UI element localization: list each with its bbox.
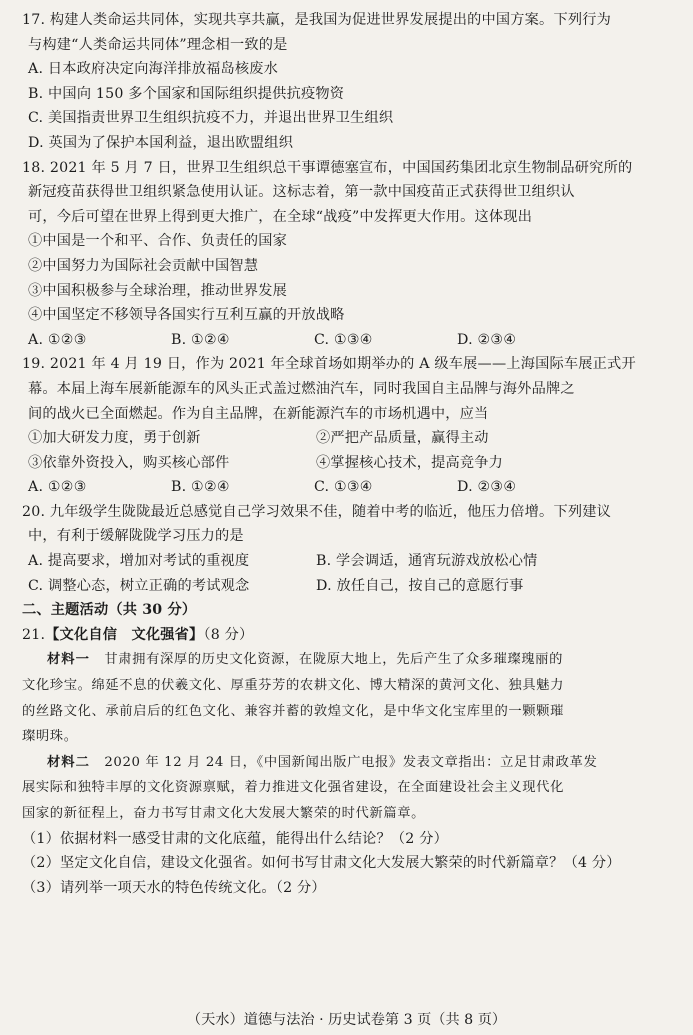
question-17: [22, 8, 675, 156]
material-1-line: 璨明珠。: [22, 729, 78, 745]
material-1-text: 甘肃拥有深厚的历史文化资源，在陇原大地上，先后产生了众多璀璨瑰丽的: [104, 652, 563, 668]
question-21: [22, 623, 675, 901]
q21-number: 21.: [22, 626, 46, 643]
q19-stem-line: 19. 2021 年 4 月 19 日，作为 2021 年全球首场如期举办的 A 级车展——上海国际车展正式开: [22, 356, 636, 373]
question-18: [22, 156, 675, 353]
q21-score: （8 分）: [203, 626, 254, 643]
q19-item-3: ③依靠外资投入，购买核心部件: [28, 454, 230, 471]
q19-choice-d: D. ②③④: [457, 479, 517, 496]
q17-stem-line: 17. 构建人类命运共同体，实现共享共赢，是我国为促进世界发展提出的中国方案。下列行为: [22, 12, 611, 28]
q19-item-4: ④掌握核心技术，提高竞争力: [316, 454, 504, 471]
q17-option-b: B. 中国向 150 多个国家和国际组织提供抗疫物资: [28, 85, 345, 102]
q20-option-a: A. 提高要求，增加对考试的重视度: [28, 553, 250, 570]
question-19: [22, 352, 675, 500]
q18-stem-line: 可，今后可望在世界上得到更大推广，在全球“战疫”中发挥更大作用。这体现出: [28, 208, 533, 225]
q19-choice-a: A. ①②③: [28, 479, 87, 496]
q19-choice-c: C. ①③④: [314, 479, 373, 496]
q17-option-d: D. 英国为了保护本国利益，退出欧盟组织: [28, 134, 294, 151]
q18-stem-line: 18. 2021 年 5 月 7 日，世界卫生组织总干事谭德塞宣布，中国国药集团北京生物制品研究所的: [22, 159, 633, 176]
q20-options-row: [22, 549, 675, 574]
q18-choice-a: A. ①②③: [28, 331, 87, 348]
question-20: [22, 500, 675, 598]
q17-option-a: A. 日本政府决定向海洋排放福岛核废水: [28, 61, 279, 78]
material-1-line: [22, 647, 675, 673]
q20-stem-line: 中，有利于缓解陇陇学习压力的是: [28, 528, 244, 545]
q18-stem-line: 新冠疫苗获得世卫组织紧急使用认证。这标志着，第一款中国疫苗正式获得世卫组织认: [28, 184, 575, 201]
q18-choice-c: C. ①③④: [314, 331, 373, 348]
material-2-text: 2020 年 12 月 24 日，《中国新闻出版广电报》发表文章指出：立足甘肃政革发: [104, 754, 598, 770]
material-1-tag: 材料一: [47, 652, 90, 668]
q20-options-row: [22, 574, 675, 599]
q21-subquestion-1: （1）依据材料一感受甘肃的文化底蕴，能得出什么结论？（2 分）: [22, 830, 449, 847]
material-2-line: [22, 750, 675, 776]
q18-item-2: ②中国努力为国际社会贡献中国智慧: [28, 257, 259, 274]
q19-stem-line: 间的战火已全面燃起。作为自主品牌，在新能源汽车的市场机遇中，应当: [28, 405, 489, 422]
q20-option-b: B. 学会调适，通宵玩游戏放松心情: [316, 553, 538, 570]
q18-item-1: ①中国是一个和平、合作、负责任的国家: [28, 233, 287, 250]
q20-stem-line: 20. 九年级学生陇陇最近总感觉自己学习效果不佳，随着中考的临近，他压力倍增。下列建议: [22, 503, 611, 520]
q21-subquestion-2: （2）坚定文化自信，建设文化强省。如何书写甘肃文化大发展大繁荣的时代新篇章？（4 分）: [22, 855, 621, 872]
q19-item-1: ①加大研发力度，勇于创新: [28, 430, 201, 447]
q18-item-3: ③中国积极参与全球治理，推动世界发展: [28, 282, 287, 299]
material-2-line: 展实际和独特丰厚的文化资源禀赋，着力推进文化强省建设，在全面建设社会主义现代化: [22, 780, 564, 796]
q19-stem-line: 幕。本届上海车展新能源车的风头正式盖过燃油汽车，同时我国自主品牌与海外品牌之: [28, 380, 575, 397]
q20-option-d: D. 放任自己，按自己的意愿行事: [316, 577, 524, 594]
q18-choice-b: B. ①②④: [171, 331, 230, 348]
page-footer: （天水）道德与法治 · 历史试卷第 3 页（共 8 页）: [186, 1012, 507, 1028]
q19-items-row: [22, 426, 675, 451]
material-2-line: 国家的新征程上，奋力书写甘肃文化大发展大繁荣的时代新篇章。: [22, 806, 426, 821]
q18-choices: [22, 328, 675, 353]
q18-item-4: ④中国坚定不移领导各国实行互利互赢的开放战略: [28, 307, 345, 324]
q20-option-c: C. 调整心态，树立正确的考试观念: [28, 577, 250, 594]
material-2-tag: 材料二: [47, 754, 90, 770]
material-1-line: 的丝路文化、承前启后的红色文化、兼容并蓄的敦煌文化，是中华文化宝库里的一颗颗璀: [22, 703, 564, 719]
q19-choices: [22, 475, 675, 500]
q18-choice-d: D. ②③④: [457, 331, 517, 348]
section-heading: 二、主题活动（共 30 分）: [22, 602, 197, 619]
q19-choice-b: B. ①②④: [171, 479, 230, 496]
q17-stem-line: 与构建“人类命运共同体”理念相一致的是: [28, 36, 288, 53]
q21-title: 【文化自信 文化强省】: [45, 626, 204, 643]
q17-option-c: C. 美国指责世界卫生组织抗疫不力，并退出世界卫生组织: [28, 110, 394, 127]
material-1-line: 文化珍宝。绵延不息的伏羲文化、厚重芬芳的农耕文化、博大精深的黄河文化、独具魅力: [22, 678, 564, 694]
q19-item-2: ②严把产品质量，赢得主动: [316, 430, 489, 447]
q21-heading: [22, 623, 675, 648]
q19-items-row: [22, 451, 675, 476]
q21-subquestion-3: （3）请列举一项天水的特色传统文化。（2 分）: [22, 879, 326, 896]
